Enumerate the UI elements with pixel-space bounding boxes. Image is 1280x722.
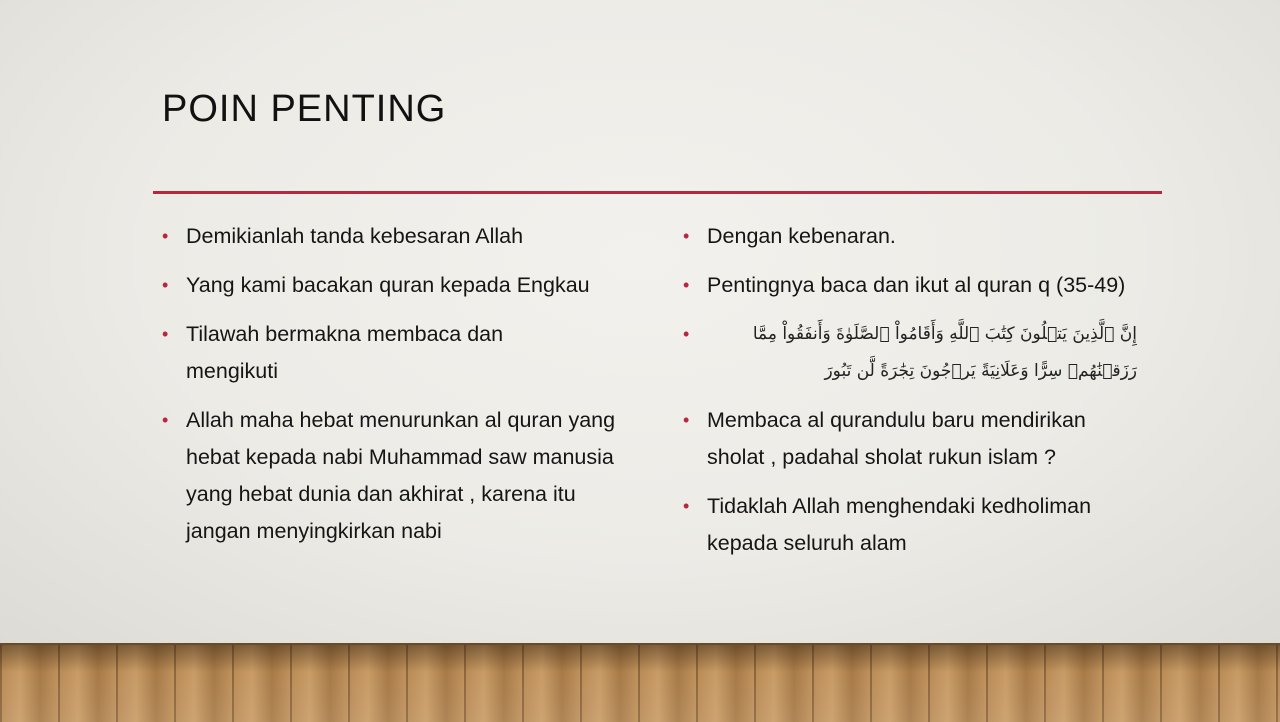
bullet-text: Membaca al qurandulu baru mendirikan sholat , padahal sholat rukun islam ?	[707, 408, 1086, 469]
bullet-text: Yang kami bacakan quran kepada Engkau	[186, 273, 590, 297]
bullet-text: Allah maha hebat menurunkan al quran yang hebat kepada nabi Muhammad saw manusia yang hebat dunia dan akhirat , karena itu jangan menyingkirkan nabi	[186, 408, 616, 543]
right-column	[683, 218, 1153, 574]
bullet-text: Demikianlah tanda kebesaran Allah	[186, 224, 524, 248]
list-item	[162, 316, 566, 390]
bullet-icon: •	[683, 410, 690, 430]
left-column	[162, 218, 632, 562]
bullet-icon: •	[683, 324, 690, 344]
list-item	[683, 316, 1137, 390]
bullet-icon: •	[162, 324, 169, 344]
bullet-text: Tilawah bermakna membaca dan mengikuti	[186, 322, 504, 383]
bullet-text: Tidaklah Allah menghendaki kedholiman kepada seluruh alam	[707, 494, 1092, 555]
right-bullet-list	[683, 218, 1153, 562]
slide-title: POIN PENTING	[162, 88, 447, 130]
wooden-floor	[0, 643, 1280, 722]
list-item	[162, 402, 626, 550]
arabic-verse: إِنَّ ٱلَّذِينَ يَتۡلُونَ كِتَٰبَ ٱللَّهِ وَأَقَامُواْ ٱلصَّلَوٰةَ وَأَنفَقُواْ مِمَّا رَزَقۡنَٰهُمۡ سِرًّا وَعَلَانِيَةً يَرۡجُونَ تِجَٰرَةً لَّن تَبُورَ	[752, 324, 1137, 381]
list-item	[683, 218, 1153, 255]
left-bullet-list	[162, 218, 632, 550]
bullet-text: Pentingnya baca dan ikut al quran q (35-49)	[707, 273, 1126, 297]
title-divider	[153, 191, 1162, 194]
bullet-icon: •	[162, 226, 169, 246]
bullet-icon: •	[162, 275, 169, 295]
list-item	[683, 488, 1137, 562]
list-item	[683, 267, 1153, 304]
bullet-icon: •	[683, 496, 690, 516]
bullet-icon: •	[162, 410, 169, 430]
bullet-text: Dengan kebenaran.	[707, 224, 896, 248]
bullet-icon: •	[683, 226, 690, 246]
list-item	[162, 218, 632, 255]
bullet-icon: •	[683, 275, 690, 295]
list-item	[162, 267, 632, 304]
list-item	[683, 402, 1137, 476]
